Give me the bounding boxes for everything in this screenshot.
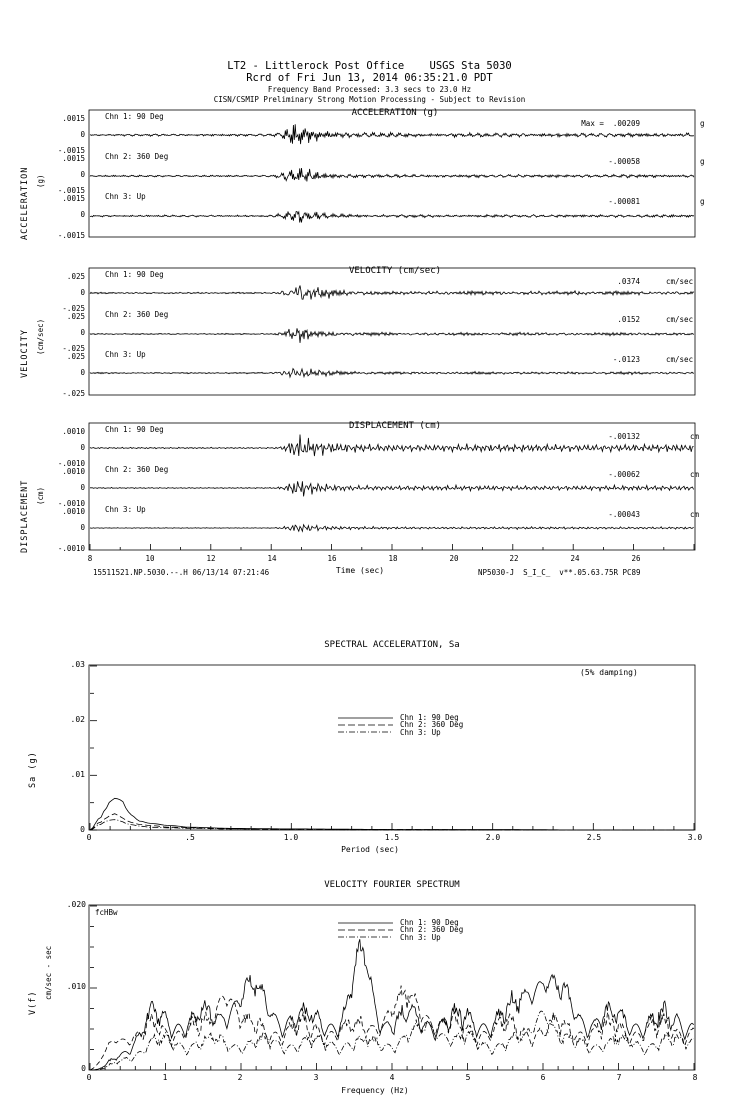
sa-ytick-0: .03 bbox=[70, 660, 85, 669]
disp-trace-1-peak: -.00132 bbox=[608, 432, 640, 441]
vel-trace-3-label: Chn 3: Up bbox=[105, 350, 146, 359]
acc-tick-4: .0015 bbox=[53, 154, 85, 163]
fs-ylabel: V(f) bbox=[28, 990, 38, 1015]
fs-xtick-6: 6 bbox=[540, 1073, 546, 1082]
sa-ytick-1: .02 bbox=[70, 715, 85, 724]
footer-right: NP5030-J S_I_C_ v**.05.63.75R PC89 bbox=[478, 568, 641, 577]
acc-trace-3-label: Chn 3: Up bbox=[105, 192, 146, 201]
figure-title-line4: CISN/CSMIP Preliminary Strong Motion Processing - Subject to Revision bbox=[213, 95, 526, 104]
time-xtick-16: 16 bbox=[327, 554, 337, 563]
time-xtick-12: 12 bbox=[206, 554, 216, 563]
sa-xtick-0: 0 bbox=[86, 833, 92, 842]
fs-ytick-2: 0 bbox=[81, 1064, 86, 1073]
acc-trace-3-peak: -.00081 bbox=[608, 197, 640, 206]
acc-trace-1-label: Chn 1: 90 Deg bbox=[105, 112, 164, 121]
time-xtick-20: 20 bbox=[449, 554, 459, 563]
time-xtick-14: 14 bbox=[267, 554, 277, 563]
fs-xtick-8: 8 bbox=[692, 1073, 698, 1082]
acc-tick-5: 0 bbox=[53, 170, 85, 179]
vel-tick-2: 0 bbox=[57, 288, 85, 297]
disp-tick-4: .0010 bbox=[53, 467, 85, 476]
fs-panel-title: VELOCITY FOURIER SPECTRUM bbox=[324, 880, 460, 890]
fs-xtick-4: 4 bbox=[389, 1073, 395, 1082]
figure-title-line1: LT2 - Littlerock Post Office USGS Sta 5030 bbox=[227, 60, 512, 72]
fs-corner-note: fcHBw bbox=[95, 908, 118, 917]
vel-tick-7: .025 bbox=[57, 352, 85, 361]
fs-xtick-7: 7 bbox=[616, 1073, 622, 1082]
fs-xtick-1: 1 bbox=[162, 1073, 168, 1082]
acc-trace-1-peak: Max = .00209 bbox=[581, 119, 640, 128]
acc-tick-9: -.0015 bbox=[53, 231, 85, 240]
acc-trace-1-units: g bbox=[700, 119, 705, 128]
sa-xtick-1: .5 bbox=[185, 833, 195, 842]
disp-tick-3: -.0010 bbox=[53, 459, 85, 468]
sa-legend-item-2: Chn 2: 360 Deg bbox=[400, 720, 464, 729]
vel-tick-5: 0 bbox=[57, 328, 85, 337]
acc-tick-7: .0015 bbox=[53, 194, 85, 203]
sa-xtick-2: 1.0 bbox=[283, 833, 299, 842]
fs-ytick-1: .010 bbox=[66, 982, 86, 991]
disp-tick-5: 0 bbox=[53, 483, 85, 492]
fs-ytick-0: .020 bbox=[66, 900, 86, 909]
acc-tick-8: 0 bbox=[53, 210, 85, 219]
sa-ylabel: Sa (g) bbox=[28, 751, 38, 788]
disp-tick-9: -.0010 bbox=[53, 544, 85, 553]
disp-trace-2-peak: -.00062 bbox=[608, 470, 640, 479]
displacement-axis-units: (cm) bbox=[36, 486, 45, 505]
time-xtick-26: 26 bbox=[631, 554, 641, 563]
time-xtick-22: 22 bbox=[509, 554, 519, 563]
vel-tick-1: .025 bbox=[57, 272, 85, 281]
fs-xtick-0: 0 bbox=[86, 1073, 92, 1082]
vel-tick-6: -.025 bbox=[57, 344, 85, 353]
sa-legend-item-3: Chn 3: Up bbox=[400, 728, 441, 737]
acc-trace-2-units: g bbox=[700, 157, 705, 166]
time-xtick-18: 18 bbox=[388, 554, 398, 563]
acc-trace-3-units: g bbox=[700, 197, 705, 206]
vel-trace-1-label: Chn 1: 90 Deg bbox=[105, 270, 164, 279]
disp-tick-6: -.0010 bbox=[53, 499, 85, 508]
sa-xtick-3: 1.5 bbox=[384, 833, 400, 842]
velocity-panel-title: VELOCITY (cm/sec) bbox=[348, 266, 442, 276]
vel-trace-2-units: cm/sec bbox=[666, 315, 694, 324]
velocity-axis-units: (cm/sec) bbox=[36, 318, 45, 355]
sa-xlabel: Period (sec) bbox=[341, 845, 399, 854]
disp-trace-3-units: cm bbox=[690, 510, 700, 519]
vel-trace-1-peak: .0374 bbox=[617, 277, 640, 286]
sa-xtick-6: 3.0 bbox=[687, 833, 703, 842]
vel-trace-3-units: cm/sec bbox=[666, 355, 694, 364]
figure-title-line3: Frequency Band Processed: 3.3 secs to 23.0 Hz bbox=[267, 85, 472, 94]
disp-trace-1-label: Chn 1: 90 Deg bbox=[105, 425, 164, 434]
disp-tick-1: .0010 bbox=[53, 427, 85, 436]
fs-xtick-3: 3 bbox=[313, 1073, 319, 1082]
vel-tick-4: .025 bbox=[57, 312, 85, 321]
figure-title-line2: Rcrd of Fri Jun 13, 2014 06:35:21.0 PDT bbox=[246, 72, 493, 84]
vel-trace-2-label: Chn 2: 360 Deg bbox=[105, 310, 169, 319]
displacement-axis-label: DISPLACEMENT bbox=[20, 479, 30, 553]
acc-tick-6: -.0015 bbox=[53, 186, 85, 195]
time-xtick-10: 10 bbox=[145, 554, 155, 563]
fs-xlabel: Frequency (Hz) bbox=[341, 1086, 409, 1095]
acc-tick-3: -.0015 bbox=[53, 146, 85, 155]
time-xtick-8: 8 bbox=[87, 554, 93, 563]
fs-legend-item-3: Chn 3: Up bbox=[400, 933, 441, 942]
time-axis-label: Time (sec) bbox=[335, 566, 385, 575]
sa-panel-title: SPECTRAL ACCELERATION, Sa bbox=[324, 640, 460, 650]
fs-legend-item-1: Chn 1: 90 Deg bbox=[400, 918, 459, 927]
disp-trace-3-peak: -.00043 bbox=[608, 510, 640, 519]
sa-legend-item-1: Chn 1: 90 Deg bbox=[400, 713, 459, 722]
disp-tick-7: .0010 bbox=[53, 507, 85, 516]
footer-left: 15511521.NP.5030.--.H 06/13/14 07:21:46 bbox=[93, 568, 270, 577]
displacement-panel-title: DISPLACEMENT (cm) bbox=[348, 421, 442, 431]
disp-tick-2: 0 bbox=[53, 443, 85, 452]
vel-trace-1-units: cm/sec bbox=[666, 277, 694, 286]
acc-tick-2: 0 bbox=[53, 130, 85, 139]
acceleration-axis-units: (g) bbox=[36, 174, 45, 188]
fs-xtick-5: 5 bbox=[465, 1073, 471, 1082]
vel-tick-9: -.025 bbox=[57, 389, 85, 398]
sa-ytick-2: .01 bbox=[70, 770, 85, 779]
time-xtick-24: 24 bbox=[570, 554, 580, 563]
vel-tick-3: -.025 bbox=[57, 304, 85, 313]
acc-trace-2-label: Chn 2: 360 Deg bbox=[105, 152, 169, 161]
acceleration-panel-title: ACCELERATION (g) bbox=[351, 108, 439, 118]
acc-trace-2-peak: -.00058 bbox=[608, 157, 640, 166]
sa-xtick-5: 2.5 bbox=[586, 833, 602, 842]
acceleration-axis-label: ACCELERATION bbox=[20, 166, 30, 240]
vel-trace-3-peak: -.0123 bbox=[612, 355, 640, 364]
acc-tick-1: .0015 bbox=[53, 114, 85, 123]
sa-damping-note: (5% damping) bbox=[580, 668, 638, 677]
sa-xtick-4: 2.0 bbox=[485, 833, 501, 842]
vel-tick-8: 0 bbox=[57, 368, 85, 377]
velocity-axis-label: VELOCITY bbox=[20, 329, 30, 378]
fs-legend-item-2: Chn 2: 360 Deg bbox=[400, 925, 464, 934]
vel-trace-2-peak: .0152 bbox=[617, 315, 640, 324]
disp-trace-1-units: cm bbox=[690, 432, 700, 441]
fs-yunits: cm/sec - sec bbox=[44, 945, 53, 1000]
sa-ytick-3: 0 bbox=[80, 825, 85, 834]
disp-trace-3-label: Chn 3: Up bbox=[105, 505, 146, 514]
disp-trace-2-units: cm bbox=[690, 470, 700, 479]
fs-xtick-2: 2 bbox=[237, 1073, 243, 1082]
disp-trace-2-label: Chn 2: 360 Deg bbox=[105, 465, 169, 474]
disp-tick-8: 0 bbox=[53, 523, 85, 532]
